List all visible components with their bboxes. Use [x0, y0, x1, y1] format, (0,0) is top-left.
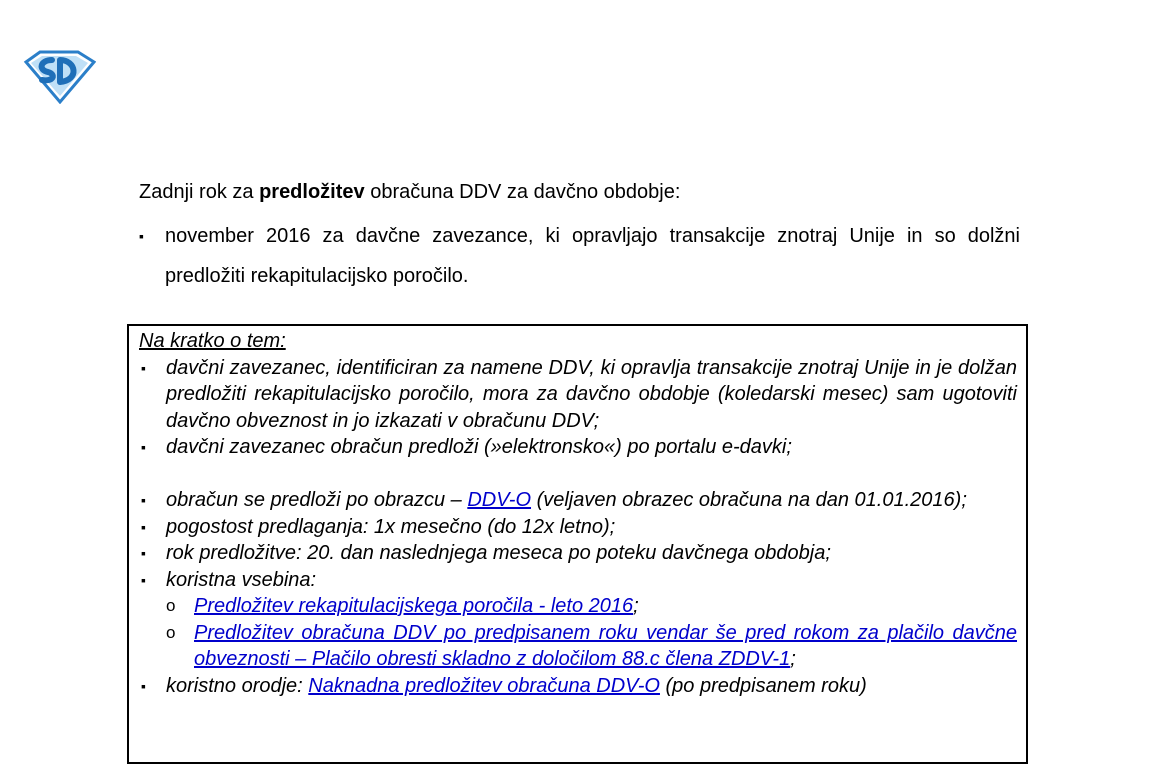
intro-bold-word: predložitev	[259, 181, 365, 203]
late-submission-link[interactable]: Predložitev obračuna DDV po predpisanem roku vendar še pred rokom za plačilo davčne obveznosti – Plačilo obresti skladno z določilom 88.c člena ZDDV-1	[194, 621, 1017, 670]
intro-text-start: Zadnji rok za	[139, 181, 260, 203]
summary-item: ▪ rok predložitve: 20. dan naslednjega meseca po poteku davčnega obdobja;	[139, 540, 1017, 567]
intro-section	[139, 176, 1020, 296]
item-text: ;	[633, 595, 639, 617]
summary-item	[139, 567, 1017, 673]
summary-item: ▪ pogostost predlaganja: 1x mesečno (do 12x letno);	[139, 514, 1017, 541]
summary-item: ▪ davčni zavezanec obračun predloži (»elektronsko«) po portalu e-davki;	[139, 434, 1017, 461]
sub-item	[166, 593, 1017, 620]
summary-item: ▪ davčni zavezanec, identificiran za namene DDV, ki opravlja transakcije znotraj Unije in je dolžan predložiti rekapitulacijsko poročilo, mora za davčno obdobje (koledarski mesec) sam ugotoviti davčno obveznost in jo izkazati v obračunu DDV;	[139, 355, 1017, 435]
item-text: ;	[790, 648, 796, 670]
intro-list	[139, 216, 1020, 296]
useful-content-list	[166, 593, 1017, 673]
item-text: obračun se predloži po obrazcu –	[166, 489, 468, 511]
sd-logo	[22, 50, 96, 104]
summary-box	[127, 324, 1028, 764]
recap-report-link[interactable]: Predložitev rekapitulacijskega poročila - leto 2016	[194, 595, 634, 617]
summary-item	[139, 673, 1017, 700]
item-text: (veljaven obrazec obračuna na dan 01.01.2016);	[531, 489, 967, 511]
item-text: (po predpisanem roku)	[659, 674, 867, 697]
ddv-o-link[interactable]: DDV-O	[467, 489, 532, 511]
intro-text-end: obračuna DDV za davčno obdobje:	[364, 181, 681, 203]
item-text: koristna vsebina:	[166, 568, 317, 591]
intro-paragraph	[139, 176, 1020, 208]
summary-item	[139, 487, 1017, 514]
sub-item	[166, 620, 1017, 673]
resubmission-link[interactable]: Naknadna predložitev obračuna DDV-O	[308, 674, 660, 697]
summary-heading: Na kratko o tem:	[139, 330, 286, 352]
item-text: koristno orodje:	[166, 674, 309, 697]
summary-list	[139, 355, 1017, 461]
summary-list-2	[139, 487, 1017, 699]
spacer	[139, 461, 1017, 488]
intro-bullet: ▪ november 2016 za davčne zavezance, ki opravljajo transakcije znotraj Unije in so dolžni predložiti rekapitulacijsko poročilo.	[139, 216, 1020, 296]
sd-shield-icon	[22, 50, 96, 104]
